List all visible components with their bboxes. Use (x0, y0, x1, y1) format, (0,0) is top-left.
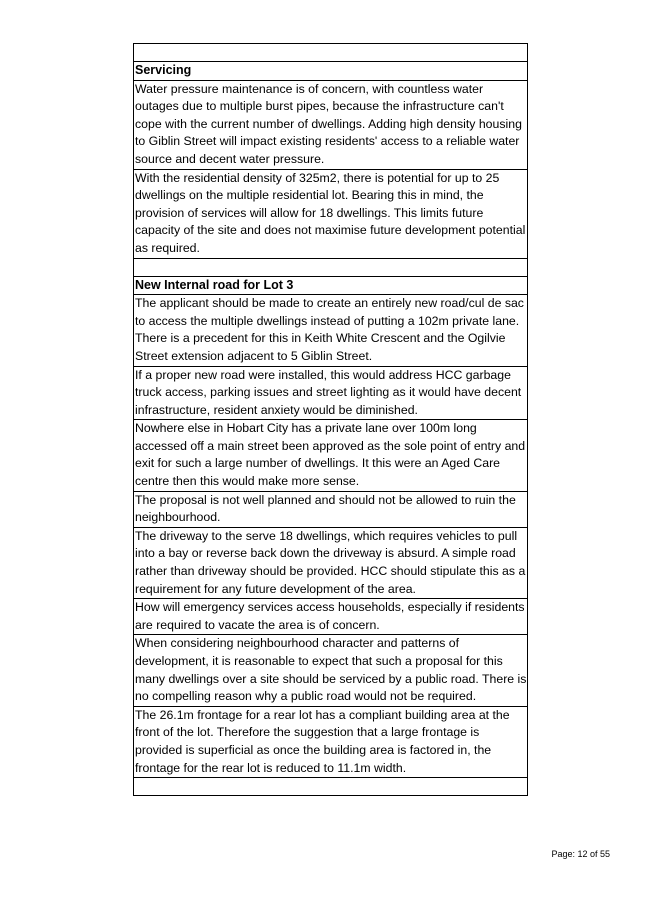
paragraph-cell: The driveway to the serve 18 dwellings, which requires vehicles to pull into a bay or reverse back down the driveway is absurd. A simple road rather than driveway should be provided. HCC should stipulate this as a requirement for any future development of the area. (134, 527, 528, 598)
table-row (134, 80, 528, 169)
paragraph-cell: The 26.1m frontage for a rear lot has a compliant building area at the front of the lot. Therefore the suggestion that a large frontage is provided is superficial as once the building area is factored in, the frontage for the rear lot is reduced to 11.1m width. (134, 706, 528, 777)
table-row (134, 295, 528, 366)
paragraph-cell: If a proper new road were installed, this would address HCC garbage truck access, parking issues and street lighting as it would have decent infrastructure, resident anxiety would be diminished. (134, 366, 528, 420)
paragraph-cell: With the residential density of 325m2, there is potential for up to 25 dwellings on the multiple residential lot. Bearing this in mind, the provision of services will allow for 18 dwellings. This limits future capacity of the site and does not maximise future development potential as required. (134, 169, 528, 258)
table-row (134, 169, 528, 258)
paragraph-cell: Nowhere else in Hobart City has a private lane over 100m long accessed off a main street been approved as the sole point of entry and exit for such a large number of dwellings. It this were an Aged Care centre then this would make more sense. (134, 420, 528, 491)
section-heading-internal-road: New Internal road for Lot 3 (134, 276, 528, 295)
table-row (134, 491, 528, 527)
paragraph-cell: When considering neighbourhood character and patterns of development, it is reasonable to expect that such a proposal for this many dwellings over a site should be serviced by a public road. There is no compelling reason why a public road would not be required. (134, 635, 528, 706)
table-row (134, 706, 528, 777)
empty-row (134, 258, 528, 276)
empty-row (134, 44, 528, 62)
paragraph-cell: The proposal is not well planned and should not be allowed to ruin the neighbourhood. (134, 491, 528, 527)
section-heading-row (134, 276, 528, 295)
empty-cell (134, 778, 528, 796)
submission-table (133, 43, 528, 796)
paragraph-cell: The applicant should be made to create an entirely new road/cul de sac to access the multiple dwellings instead of putting a 102m private lane. There is a precedent for this in Keith White Crescent and the Ogilvie Street extension adjacent to 5 Giblin Street. (134, 295, 528, 366)
table-row (134, 527, 528, 598)
page-number: Page: 12 of 55 (551, 849, 610, 859)
paragraph-cell: How will emergency services access households, especially if residents are required to vacate the area is of concern. (134, 599, 528, 635)
empty-cell (134, 258, 528, 276)
table-row (134, 635, 528, 706)
section-heading-servicing: Servicing (134, 62, 528, 81)
table-row (134, 366, 528, 420)
section-heading-row (134, 62, 528, 81)
paragraph-cell: Water pressure maintenance is of concern, with countless water outages due to multiple burst pipes, because the infrastructure can't cope with the current number of dwellings. Adding high density housing to Giblin Street will impact existing residents' access to a reliable water source and decent water pressure. (134, 80, 528, 169)
table-row (134, 599, 528, 635)
empty-cell (134, 44, 528, 62)
empty-row (134, 778, 528, 796)
table-row (134, 420, 528, 491)
